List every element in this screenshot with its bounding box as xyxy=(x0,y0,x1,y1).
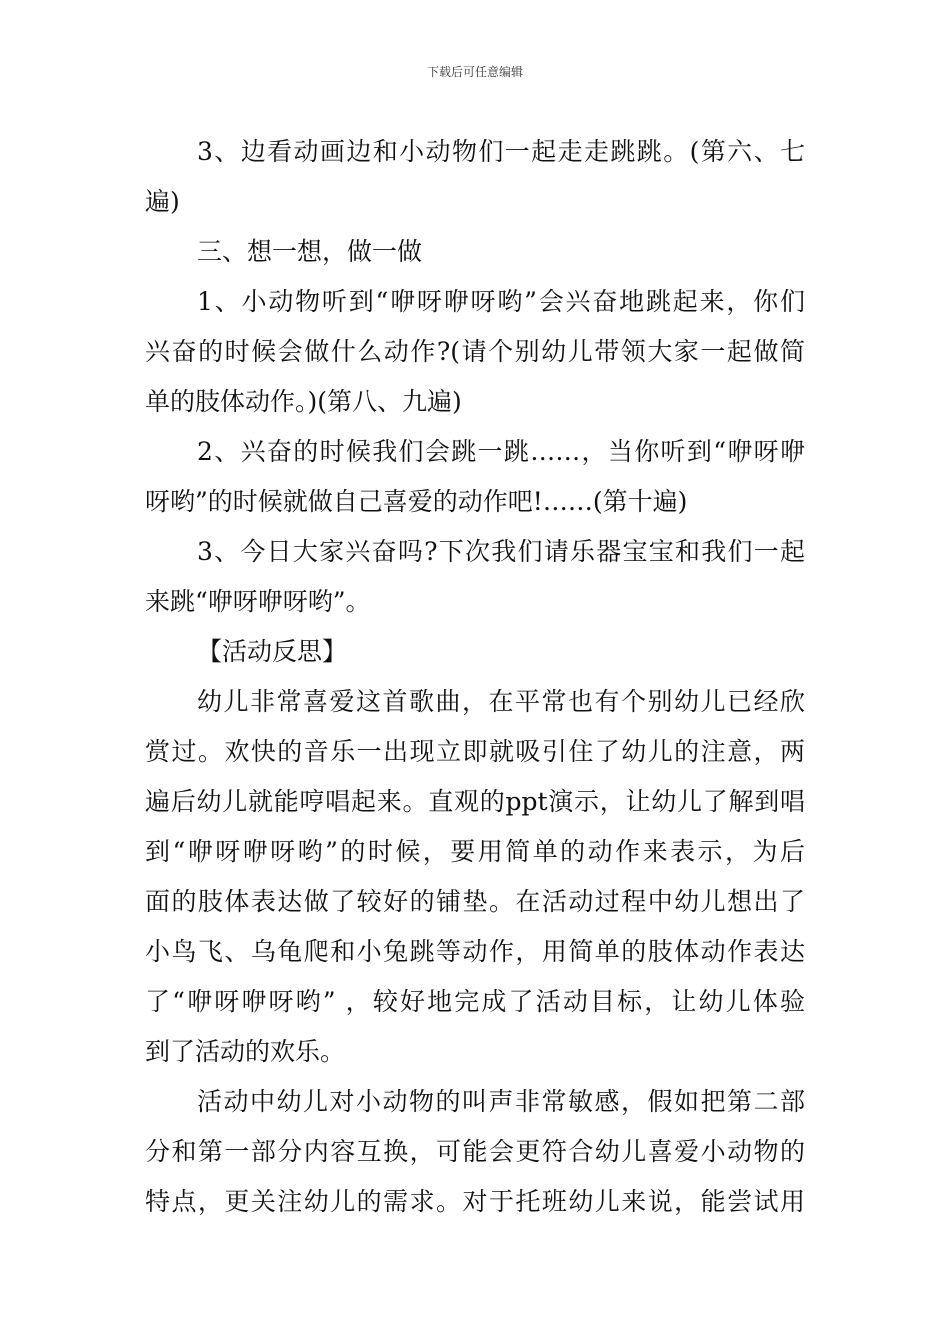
text-line: 到“咿呀咿呀哟”的时候，要用简单的动作来表示，为后 xyxy=(145,837,805,866)
text-line: 3、今日大家兴奋吗?下次我们请乐器宝宝和我们一起 xyxy=(197,537,805,566)
text-line: 【活动反思】 xyxy=(197,637,348,666)
text-line: 赏过。欢快的音乐一出现立即就吸引住了幼儿的注意，两 xyxy=(145,737,805,766)
document-body xyxy=(145,127,805,1227)
text-line: 活动中幼儿对小动物的叫声非常敏感，假如把第二部 xyxy=(197,1087,805,1116)
text-line: 分和第一部分内容互换，可能会更符合幼儿喜爱小动物的 xyxy=(145,1137,805,1166)
text-line: 3、边看动画边和小动物们一起走走跳跳。(第六、七 xyxy=(197,137,805,166)
text-line: 到了活动的欢乐。 xyxy=(145,1037,346,1066)
text-line: 1、小动物听到“咿呀咿呀哟”会兴奋地跳起来，你们 xyxy=(197,287,805,316)
text-line: 了“咿呀咿呀哟” ，较好地完成了活动目标，让幼儿体验 xyxy=(145,987,805,1016)
text-line: 呀哟”的时候就做自己喜爱的动作吧!……(第十遍) xyxy=(145,487,688,516)
text-line: 遍) xyxy=(145,187,180,216)
text-line: 面的肢体表达做了较好的铺垫。在活动过程中幼儿想出了 xyxy=(145,887,805,916)
text-line: 遍后幼儿就能哼唱起来。直观的ppt演示，让幼儿了解到唱 xyxy=(145,787,805,816)
text-line: 幼儿非常喜爱这首歌曲，在平常也有个别幼儿已经欣 xyxy=(197,687,805,716)
text-line: 2、兴奋的时候我们会跳一跳……，当你听到“咿呀咿 xyxy=(197,437,805,466)
text-line: 三、想一想，做一做 xyxy=(197,237,423,266)
text-line: 单的肢体动作。)(第八、九遍) xyxy=(145,387,462,416)
text-line: 兴奋的时候会做什么动作?(请个别幼儿带领大家一起做简 xyxy=(145,337,805,366)
text-line: 特点，更关注幼儿的需求。对于托班幼儿来说，能尝试用 xyxy=(145,1187,805,1216)
text-line: 来跳“咿呀咿呀哟”。 xyxy=(145,587,371,616)
page-header: 下载后可任意编辑 xyxy=(426,65,523,79)
text-line: 小鸟飞、乌龟爬和小兔跳等动作，用简单的肢体动作表达 xyxy=(145,937,805,966)
